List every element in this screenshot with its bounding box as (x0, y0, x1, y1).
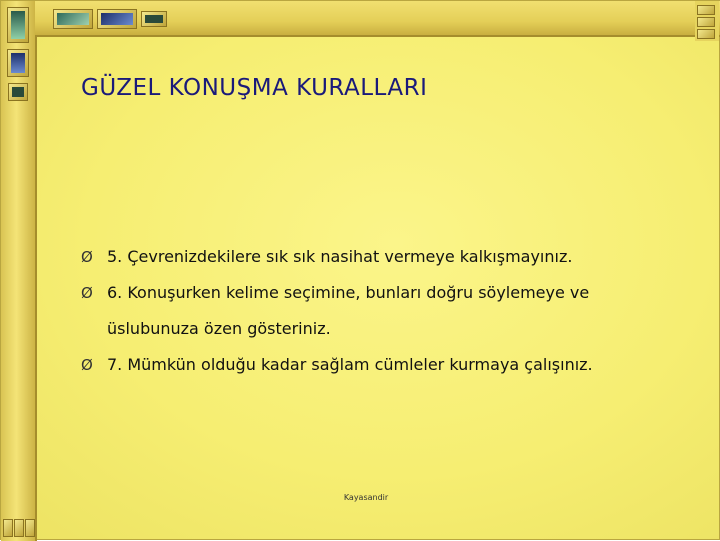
bullet-list (81, 239, 681, 383)
slide-title: GÜZEL KONUŞMA KURALLARI (81, 75, 428, 101)
bullet-arrow-icon: Ø (81, 248, 93, 266)
frame-left (1, 1, 37, 541)
bullet-text: 7. Mümkün olduğu kadar sağlam cümleler kurmaya çalışınız. (107, 355, 593, 374)
frame-ornament-icon (97, 9, 137, 29)
list-item (81, 347, 681, 383)
list-item (81, 275, 681, 347)
frame-top (35, 1, 720, 37)
frame-ornament-icon (141, 11, 167, 27)
frame-ornament-icon (14, 519, 24, 537)
slide-footer: Kayasandir (343, 493, 389, 502)
bullet-text: 6. Konuşurken kelime seçimine, bunları doğru söylemeye ve üslubunuza özen gösteriniz. (107, 283, 590, 338)
list-item (81, 239, 681, 275)
frame-ornament-icon (8, 83, 28, 101)
frame-ornament-icon (3, 519, 13, 537)
frame-ornament-icon (7, 49, 29, 77)
frame-ornament-icon (53, 9, 93, 29)
frame-ornament-icon (697, 29, 715, 39)
frame-ornament-icon (697, 17, 715, 27)
bullet-arrow-icon: Ø (81, 284, 93, 302)
bullet-text: 5. Çevrenizdekilere sık sık nasihat vermeye kalkışmayınız. (107, 247, 573, 266)
frame-ornament-icon (697, 5, 715, 15)
frame-ornament-icon (25, 519, 35, 537)
bullet-arrow-icon: Ø (81, 356, 93, 374)
frame-ornament-icon (7, 7, 29, 43)
